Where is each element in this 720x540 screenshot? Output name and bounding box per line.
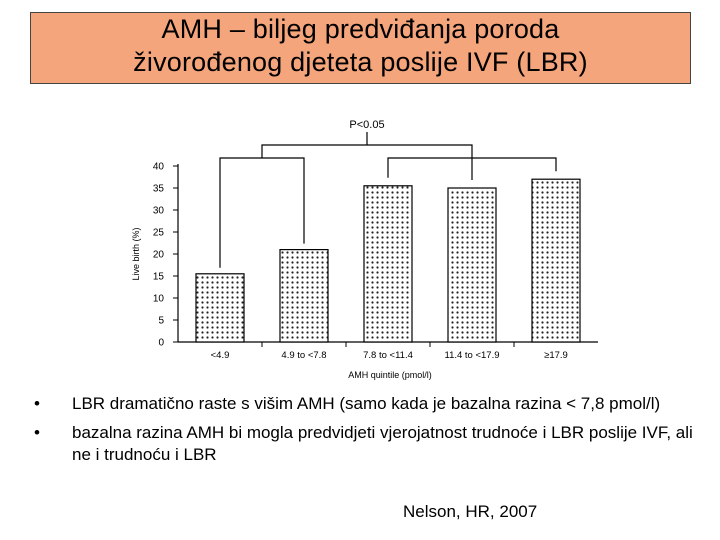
y-tick-label: 10 (152, 293, 164, 305)
x-tick-label: 7.8 to <11.4 (363, 350, 413, 361)
y-tick-label: 30 (152, 205, 164, 217)
y-tick-label: 5 (158, 315, 164, 327)
significance-label: P<0.05 (349, 119, 385, 131)
bullet-item-2 (30, 422, 700, 466)
x-tick-label: 11.4 to <17.9 (444, 350, 500, 361)
y-tick-label: 35 (152, 183, 164, 195)
bullet-text-2: bazalna razina AMH bi mogla predvidjeti vjerojatnost trudnoće i LBR poslije IVF, ali ne i trudnoću i LBR (72, 423, 693, 464)
bullet-list (30, 393, 700, 473)
bar (196, 274, 244, 342)
bar (280, 250, 328, 342)
slide-title-line-1: AMH – biljeg predviđanja poroda (161, 14, 560, 44)
bullet-dot-icon: • (34, 423, 40, 442)
bullet-item-1 (30, 393, 700, 415)
bar (364, 186, 412, 342)
y-tick-label: 15 (152, 271, 164, 283)
bar (532, 179, 580, 342)
x-tick-label: 4.9 to <7.8 (281, 350, 327, 361)
bracket-top (262, 145, 472, 158)
y-tick-label: 25 (152, 227, 164, 239)
slide-title-line-2: živorođenog djeteta poslije IVF (LBR) (133, 47, 588, 77)
y-tick-label: 0 (158, 337, 164, 349)
bar (448, 188, 496, 342)
x-tick-label: <4.9 (210, 350, 230, 361)
x-tick-label: ≥17.9 (544, 350, 568, 361)
bullet-dot-icon: • (34, 394, 40, 413)
citation: Nelson, HR, 2007 (403, 502, 538, 521)
y-tick-label: 40 (152, 161, 164, 173)
y-axis-label: Live birth (%) (131, 227, 141, 281)
bullet-text-1: LBR dramatično raste s višim AMH (samo kada je bazalna razina < 7,8 pmol/l) (72, 394, 661, 413)
x-axis-label: AMH quintile (pmol/l) (348, 370, 432, 380)
y-tick-label: 20 (152, 249, 164, 261)
